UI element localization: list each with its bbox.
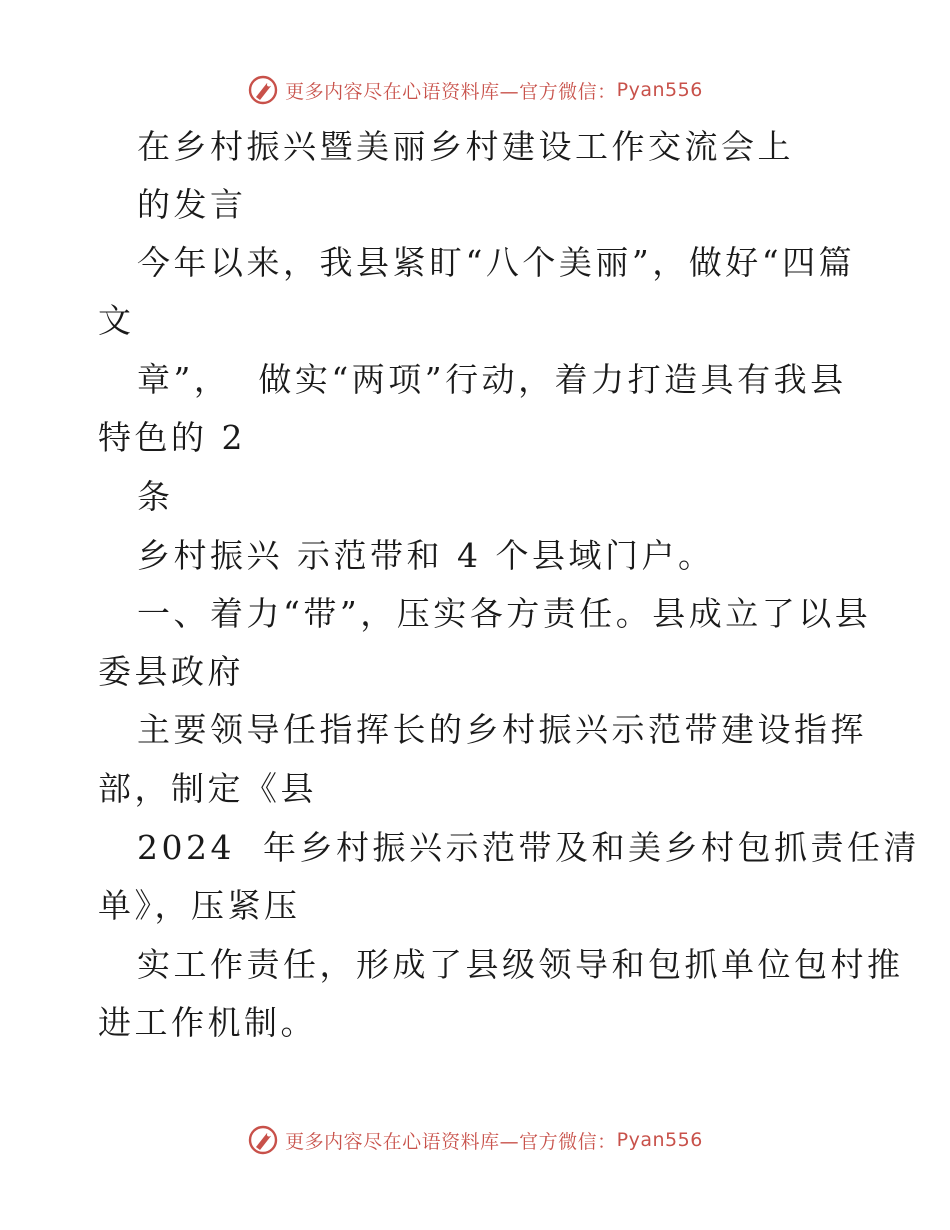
paragraph-line: 实工作责任，形成了县级领导和包抓单位包村推 <box>137 945 904 984</box>
pen-seal-icon <box>247 1124 279 1156</box>
paragraph-line: 单》，压紧压 <box>98 886 301 925</box>
paragraph-line: 文 <box>98 301 135 340</box>
paragraph-line: 部，制定《县 <box>98 769 317 808</box>
paragraph-line: 章”， 做实“两项”行动，着力打造具有我县 <box>137 360 847 399</box>
paragraph-line: 条 <box>137 477 174 516</box>
watermark-text: 更多内容尽在心语资料库—官方微信： <box>285 80 617 103</box>
paragraph-line: 主要领导任指挥长的乡村振兴示范带建设指挥 <box>137 710 867 749</box>
paragraph-line: 今年以来，我县紧盯“八个美丽”，做好“四篇 <box>137 243 856 282</box>
footer-watermark <box>0 1120 950 1160</box>
paragraph-line: 委县政府 <box>98 652 244 691</box>
title-line-1: 在乡村振兴暨美丽乡村建设工作交流会上 <box>137 127 794 166</box>
watermark-text: 更多内容尽在心语资料库—官方微信： <box>285 1130 617 1153</box>
paragraph-line: 进工作机制。 <box>98 1003 317 1042</box>
title-line-2: 的发言 <box>137 185 247 224</box>
paragraph-line: 一、着力“带”，压实各方责任。县成立了以县 <box>137 594 872 633</box>
paragraph-line: 乡村振兴 示范带和 4 个县域门户。 <box>137 536 715 575</box>
paragraph-line: 特色的 2 <box>98 418 246 457</box>
watermark-account: Pyan556 <box>616 79 703 101</box>
watermark-account: Pyan556 <box>616 1129 703 1151</box>
paragraph-line: 2024 年乡村振兴示范带及和美乡村包抓责任清 <box>137 828 920 867</box>
